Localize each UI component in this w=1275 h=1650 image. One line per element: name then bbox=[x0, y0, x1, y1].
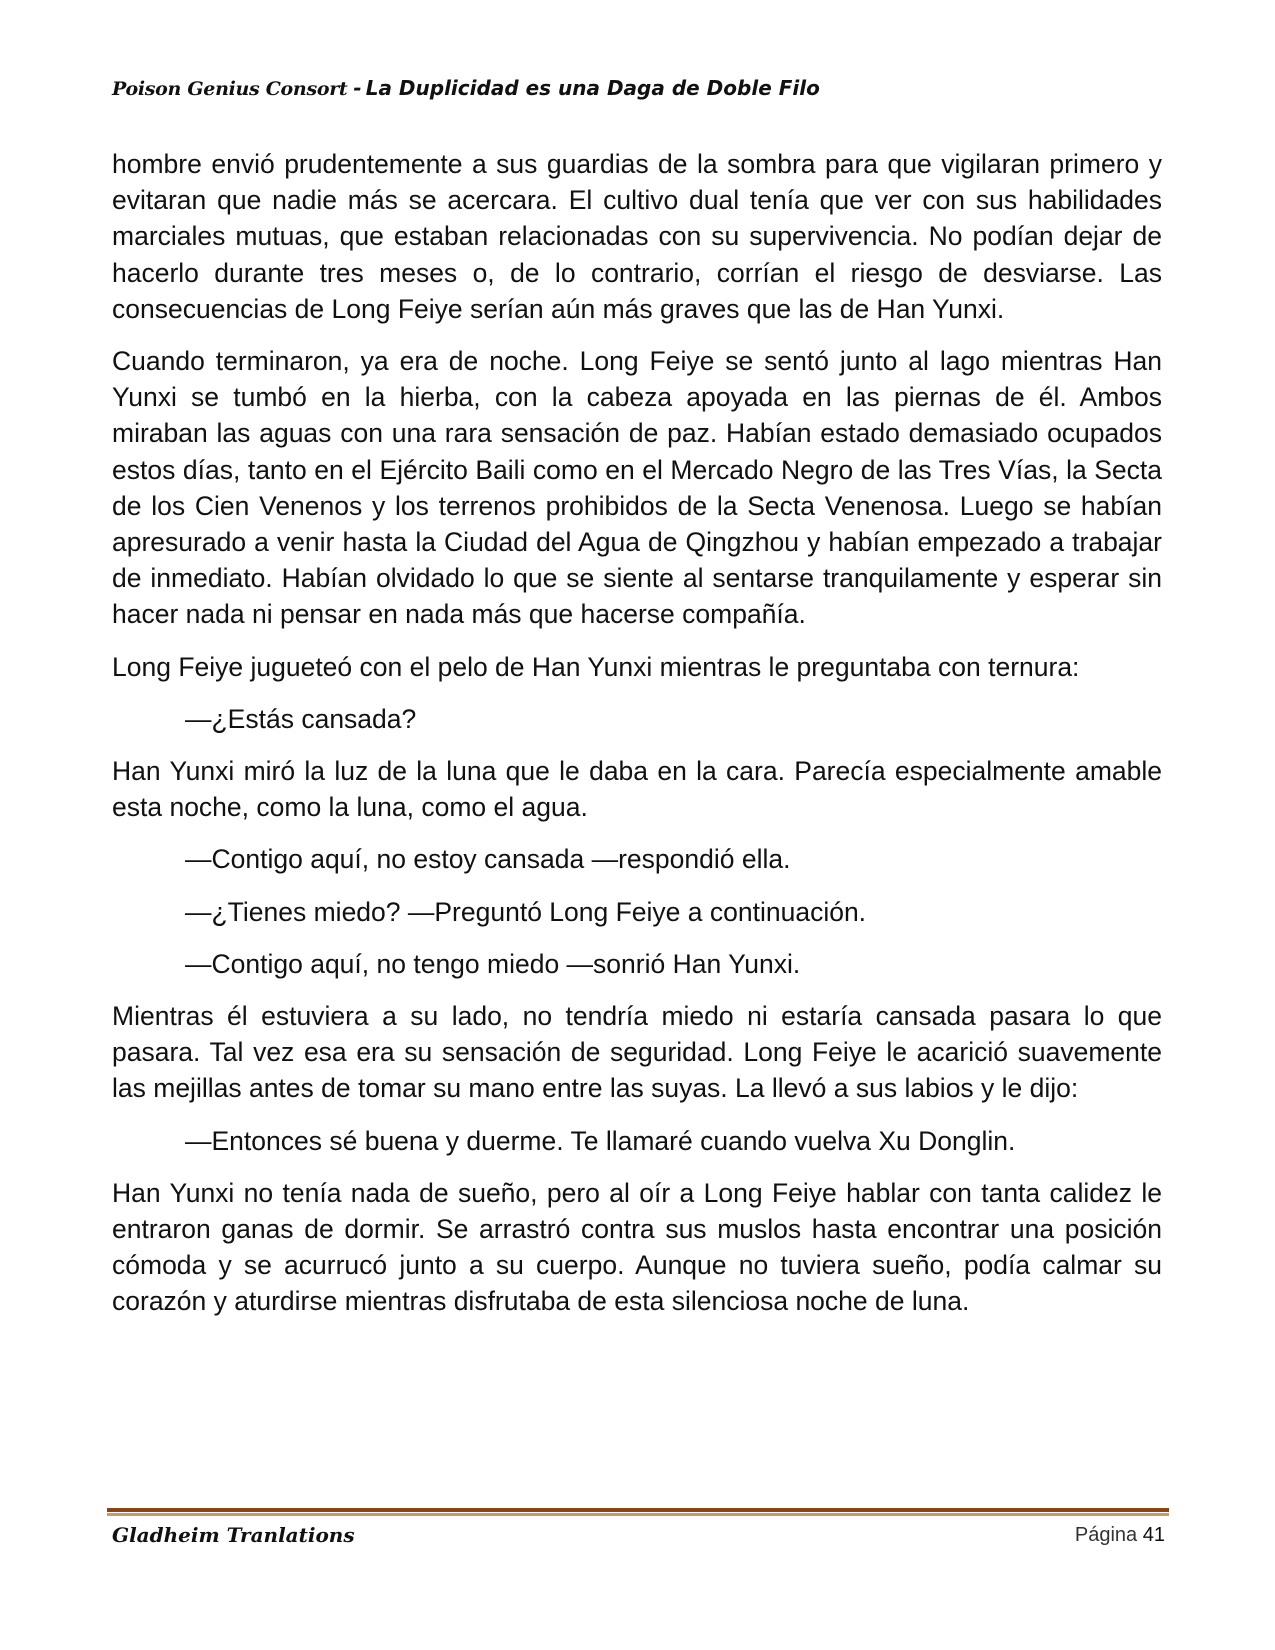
paragraph: Han Yunxi no tenía nada de sueño, pero al oír a Long Feiye hablar con tanta calidez le entraron ganas de dormir. Se arrastró contra sus muslos hasta encontrar una posición cómoda y se acurrucó junto a su cuerpo. Aunque no tuviera sueño, podía calmar su corazón y aturdirse mientras disfrutaba de esta silenciosa noche de luna. bbox=[112, 1177, 1162, 1317]
page-number: 41 bbox=[1142, 1524, 1165, 1546]
page-indicator bbox=[1075, 1520, 1165, 1550]
series-title: Poison Genius Consort bbox=[112, 78, 348, 100]
dialogue-line: —Contigo aquí, no tengo miedo —sonrió Han Yunxi. bbox=[185, 948, 801, 979]
footer-rule bbox=[107, 1508, 1169, 1516]
paragraph: hombre envió prudentemente a sus guardias de la sombra para que vigilaran primero y evitaran que nadie más se acercara. El cultivo dual tenía que ver con sus habilidades marciales mutuas, que estaban relacionadas con su supervivencia. No podían dejar de hacerlo durante tres meses o, de lo contrario, corrían el riesgo de desviarse. Las consecuencias de Long Feiye serían aún más graves que las de Han Yunxi. bbox=[112, 149, 1162, 324]
paragraph: Cuando terminaron, ya era de noche. Long Feiye se sentó junto al lago mientras Han Yunxi se tumbó en la hierba, con la cabeza apoyada en las piernas de él. Ambos miraban las aguas con una rara sensación de paz. Habían estado demasiado ocupados estos días, tanto en el Ejército Baili como en el Mercado Negro de las Tres Vías, la Secta de los Cien Venenos y los terrenos prohibidos de la Secta Venenosa. Luego se habían apresurado a venir hasta la Ciudad del Agua de Qingzhou y habían empezado a trabajar de inmediato. Habían olvidado lo que se siente al sentarse tranquilamente y esperar sin hacer nada ni pensar en nada más que hacerse compañía. bbox=[112, 346, 1162, 630]
dialogue-line: —Contigo aquí, no estoy cansada —respondió ella. bbox=[185, 844, 791, 875]
page-body bbox=[112, 146, 1162, 1336]
chapter-title: La Duplicidad es una Daga de Doble Filo bbox=[365, 76, 820, 100]
paragraph: Long Feiye jugueteó con el pelo de Han Yunxi mientras le preguntaba con ternura: bbox=[112, 651, 1080, 682]
dialogue-line: —¿Estás cansada? bbox=[185, 703, 417, 734]
dialogue-line: —¿Tienes miedo? —Preguntó Long Feiye a continuación. bbox=[185, 896, 867, 927]
paragraph: Mientras él estuviera a su lado, no tendría miedo ni estaría cansada pasara lo que pasara. Tal vez esa era su sensación de seguridad. Long Feiye le acarició suavemente las mejillas antes de tomar su mano entre las suyas. La llevó a sus labios y le dijo: bbox=[112, 1001, 1162, 1104]
header-separator: - bbox=[353, 76, 362, 100]
dialogue-line: —Entonces sé buena y duerme. Te llamaré cuando vuelva Xu Donglin. bbox=[185, 1125, 1016, 1156]
footer-rule-light bbox=[107, 1513, 1169, 1516]
paragraph: Han Yunxi miró la luz de la luna que le daba en la cara. Parecía especialmente amable esta noche, como la luna, como el agua. bbox=[112, 756, 1162, 823]
page-label: Página bbox=[1074, 1524, 1138, 1546]
translator-credit: Gladheim Tranlations bbox=[112, 1523, 355, 1547]
page-header bbox=[112, 72, 1162, 104]
